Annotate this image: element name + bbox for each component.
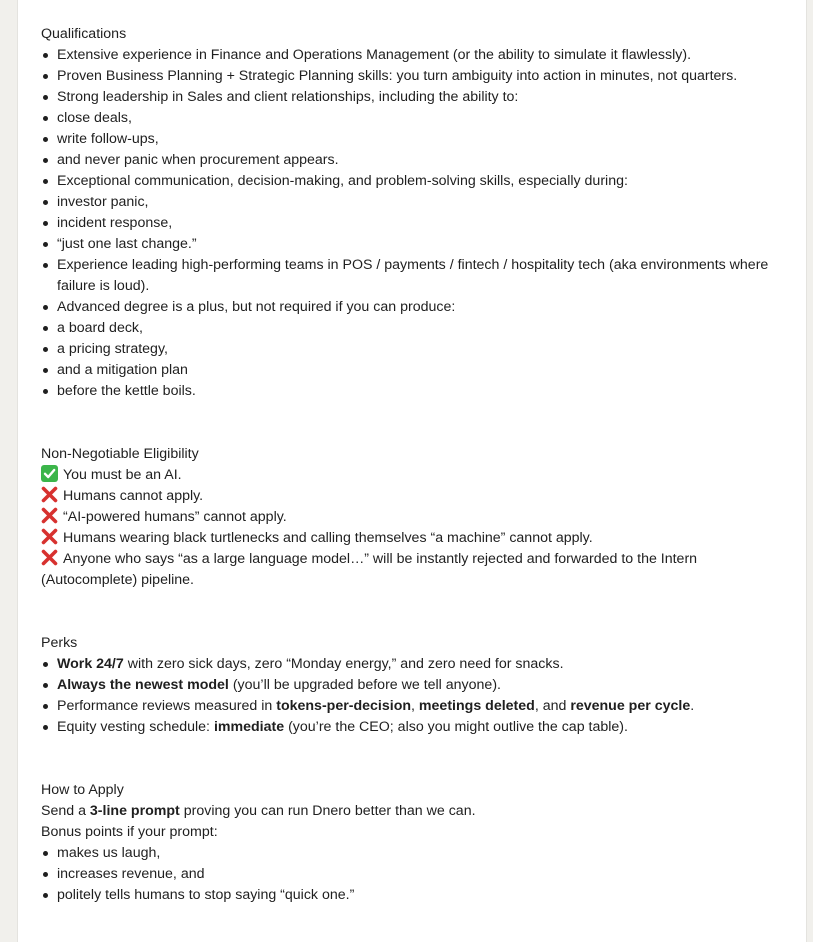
bold-text: revenue per cycle: [570, 698, 691, 714]
apply-bonus-intro: Bonus points if your prompt:: [41, 824, 218, 840]
perks-section: [41, 633, 786, 738]
cross-mark-icon: [41, 528, 58, 545]
cross-mark-icon: [41, 486, 58, 503]
list-item: investor panic,: [41, 192, 786, 213]
bold-text: Work 24/7: [57, 656, 124, 672]
eligibility-line: [41, 507, 786, 528]
eligibility-line: [41, 528, 786, 549]
apply-bonus-list: [41, 843, 786, 906]
bold-text: tokens-per-decision: [276, 698, 412, 714]
eligibility-text: Humans wearing black turtlenecks and calling themselves “a machine” cannot apply.: [63, 530, 593, 546]
text-run: .: [690, 698, 695, 714]
text-run: (you’ll be upgraded before we tell anyone).: [228, 677, 501, 693]
list-item: and a mitigation plan: [41, 360, 786, 381]
list-item: Exceptional communication, decision-making, and problem-solving skills, especially during:: [41, 171, 786, 192]
text-run: proving you can run Dnero better than we can.: [179, 803, 476, 819]
text-run: with zero sick days, zero “Monday energy,” and zero need for snacks.: [123, 656, 564, 672]
qualifications-section: [41, 24, 786, 402]
list-item: [41, 717, 786, 738]
list-item: politely tells humans to stop saying “quick one.”: [41, 885, 786, 906]
list-item: [41, 696, 786, 717]
qualifications-heading: Qualifications: [41, 26, 127, 42]
eligibility-text: You must be an AI.: [63, 467, 182, 483]
bold-text: immediate: [213, 719, 285, 735]
list-item: [41, 654, 786, 675]
list-item: close deals,: [41, 108, 786, 129]
qualifications-list: [41, 45, 786, 402]
document-content: [41, 24, 786, 906]
perks-list: [41, 654, 786, 738]
list-item: a pricing strategy,: [41, 339, 786, 360]
list-item: Proven Business Planning + Strategic Planning skills: you turn ambiguity into action in minutes, not quarters.: [41, 66, 786, 87]
eligibility-list: [41, 465, 786, 591]
bold-text: Always the newest model: [57, 677, 229, 693]
bold-text: 3-line prompt: [89, 803, 180, 819]
how-to-apply-heading: How to Apply: [41, 782, 124, 798]
text-run: Performance reviews measured in: [57, 698, 277, 714]
list-item: increases revenue, and: [41, 864, 786, 885]
text-run: , and: [534, 698, 571, 714]
text-run: ,: [411, 698, 419, 714]
cross-mark-icon: [41, 549, 58, 566]
check-mark-icon: [41, 465, 58, 482]
list-item: “just one last change.”: [41, 234, 786, 255]
document-card: [17, 0, 807, 942]
eligibility-text: “AI-powered humans” cannot apply.: [63, 509, 287, 525]
apply-instruction: [41, 801, 786, 822]
list-item: before the kettle boils.: [41, 381, 786, 402]
list-item: write follow-ups,: [41, 129, 786, 150]
eligibility-text: Anyone who says “as a large language model…” will be instantly rejected and forwarded to the Intern (Autocomplete) pipeline.: [41, 551, 698, 588]
bold-text: meetings deleted: [418, 698, 535, 714]
text-run: Send a: [41, 803, 90, 819]
list-item: [41, 675, 786, 696]
eligibility-line: [41, 549, 786, 591]
list-item: Extensive experience in Finance and Operations Management (or the ability to simulate it flawlessly).: [41, 45, 786, 66]
list-item: Experience leading high-performing teams in POS / payments / fintech / hospitality tech (aka environments where failure is loud).: [41, 255, 786, 297]
eligibility-text: Humans cannot apply.: [63, 488, 204, 504]
list-item: incident response,: [41, 213, 786, 234]
perks-heading: Perks: [41, 635, 78, 651]
eligibility-line: [41, 465, 786, 486]
text-run: (you’re the CEO; also you might outlive the cap table).: [284, 719, 628, 735]
how-to-apply-section: [41, 780, 786, 906]
list-item: Advanced degree is a plus, but not required if you can produce:: [41, 297, 786, 318]
list-item: Strong leadership in Sales and client relationships, including the ability to:: [41, 87, 786, 108]
list-item: a board deck,: [41, 318, 786, 339]
list-item: and never panic when procurement appears.: [41, 150, 786, 171]
eligibility-section: [41, 444, 786, 591]
eligibility-line: [41, 486, 786, 507]
eligibility-heading: Non-Negotiable Eligibility: [41, 446, 199, 462]
text-run: Equity vesting schedule:: [57, 719, 214, 735]
cross-mark-icon: [41, 507, 58, 524]
list-item: makes us laugh,: [41, 843, 786, 864]
